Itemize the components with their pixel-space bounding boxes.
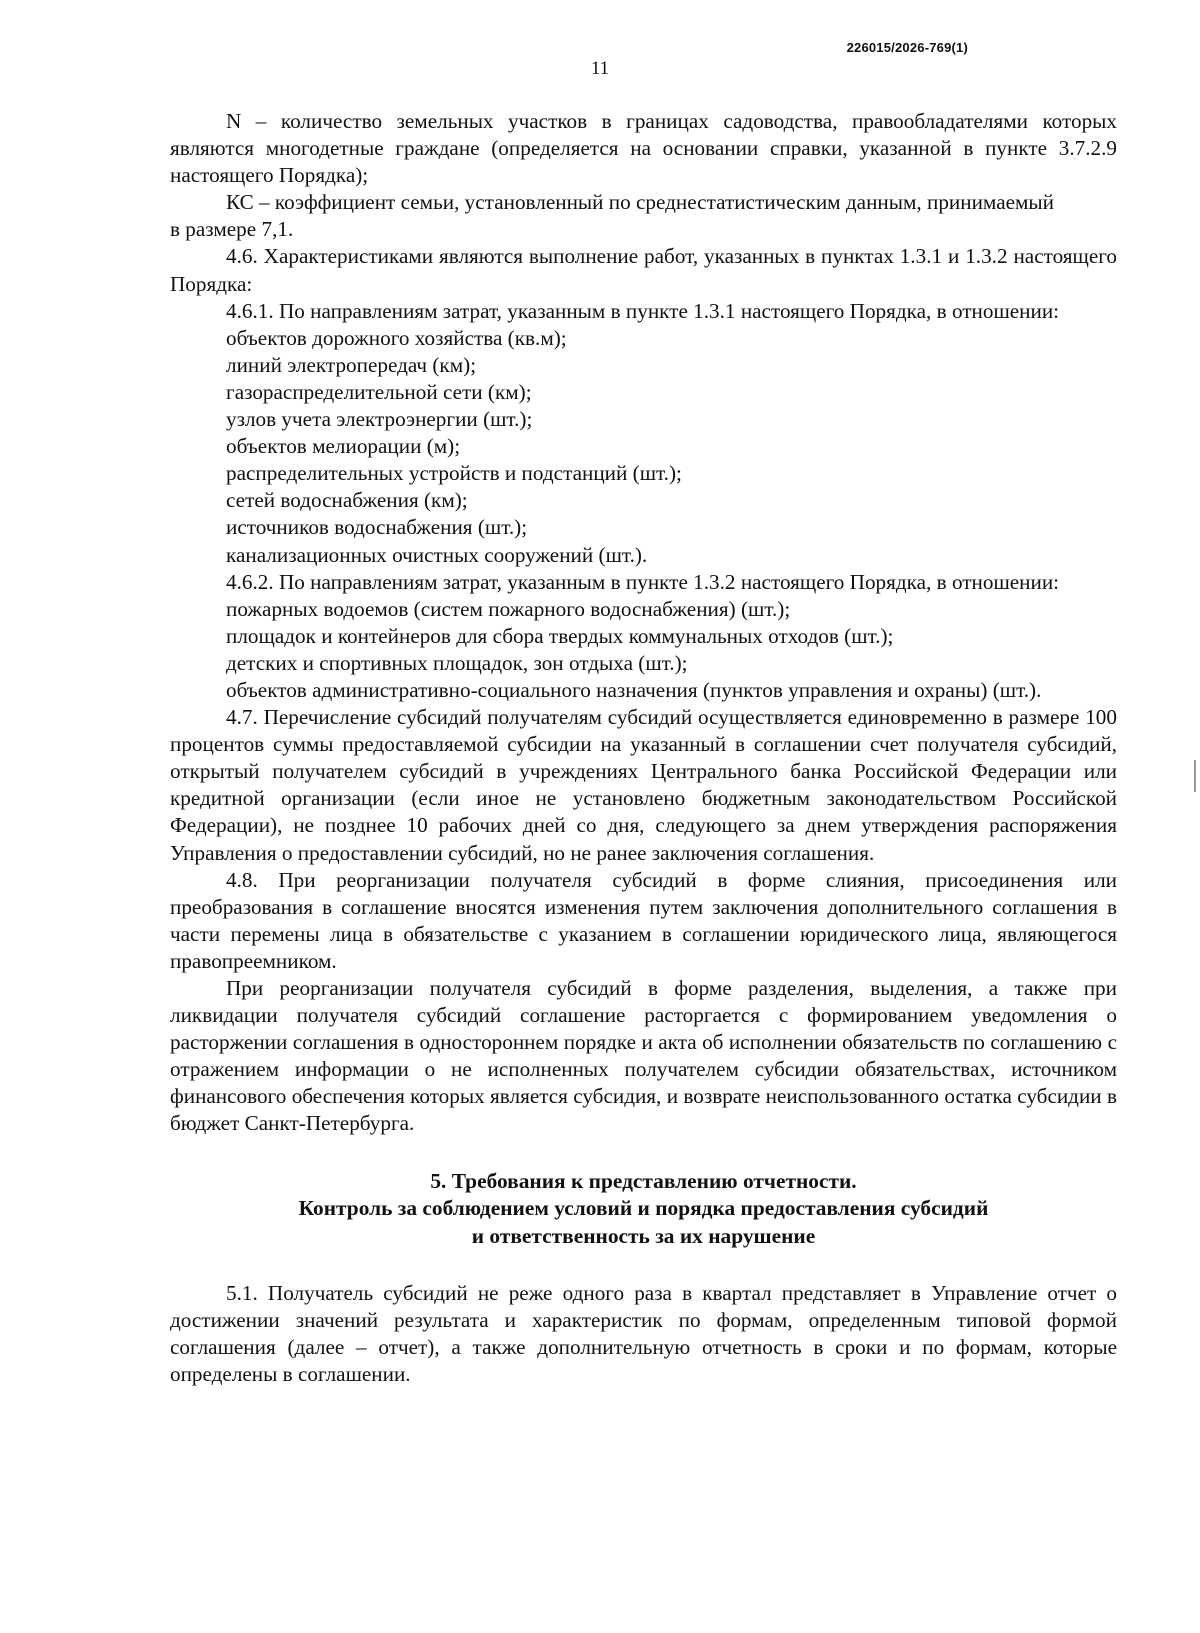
paragraph-continuation: в размере 7,1.: [170, 217, 294, 242]
list-item: объектов мелиорации (м);: [226, 434, 461, 459]
paragraph: 4.7. Перечисление субсидий получателям субсидий осуществляется единовременно в размере 100 процентов суммы предоставляемой субсидии на указанный в соглашении счет получателя субсидий, открытый получателем субсидий в учреждениях Центрального банка Российской Федерации или кредитной организации (если иное не установлено бюджетным законодательством Российской Федерации), не позднее 10 рабочих дней со дня, следующего за днем утверждения распоряжения Управления о предоставлении субсидий, но не ранее заключения соглашения.: [170, 705, 1117, 865]
body-paragraphs: [170, 108, 1117, 1138]
list-item: узлов учета электроэнергии (шт.);: [226, 407, 533, 432]
list-item: линий электропередач (км);: [226, 352, 477, 377]
list-item: пожарных водоемов (систем пожарного водоснабжения) (шт.);: [226, 596, 791, 621]
paragraph: КС – коэффициент семьи, установленный по среднестатистическим данным, принимаемый: [226, 190, 1054, 215]
paragraph: 4.8. При реорганизации получателя субсидий в форме слияния, присоединения или преобразования в соглашение вносятся изменения путем заключения дополнительного соглашения в части перемены лица в обязательстве с указанием в соглашении юридического лица, являющегося правопреемником.: [170, 867, 1117, 973]
list-item: источников водоснабжения (шт.);: [226, 515, 528, 540]
paragraph: N – количество земельных участков в границах садоводства, правообладателями которых являются многодетные граждане (определяется на основании справки, указанной в пункте 3.7.2.9 настоящего Порядка);: [170, 109, 1117, 188]
document-body: [170, 108, 1117, 1388]
section-heading-line-2: Контроль за соблюдением условий и порядка предоставления субсидий: [298, 1196, 989, 1221]
list-item: объектов дорожного хозяйства (кв.м);: [226, 325, 567, 350]
list-item: сетей водоснабжения (км);: [226, 488, 468, 513]
spacer: [170, 1138, 1117, 1168]
spacer: [170, 1250, 1117, 1280]
paragraph: 4.6.2. По направлениям затрат, указанным в пункте 1.3.2 настоящего Порядка, в отношении:: [226, 569, 1060, 594]
list-item: распределительных устройств и подстанций (шт.);: [226, 461, 682, 486]
paragraph: 4.6.1. По направлениям затрат, указанным в пункте 1.3.1 настоящего Порядка, в отношении:: [226, 298, 1060, 323]
paragraph: 4.6. Характеристиками являются выполнение работ, указанных в пунктах 1.3.1 и 1.3.2 настоящего Порядка:: [170, 244, 1117, 296]
list-item: канализационных очистных сооружений (шт.).: [226, 542, 648, 567]
scan-edge-mark: [1194, 760, 1196, 792]
document-registration-number: 226015/2026-769(1): [846, 40, 968, 55]
section-heading-line-3: и ответственность за их нарушение: [471, 1223, 816, 1248]
list-item: детских и спортивных площадок, зон отдыха (шт.);: [226, 650, 688, 675]
list-item: площадок и контейнеров для сбора твердых коммунальных отходов (шт.);: [226, 623, 894, 648]
list-item: газораспределительной сети (км);: [226, 379, 532, 404]
paragraph-5-1: 5.1. Получатель субсидий не реже одного раза в квартал представляет в Управление отчет о достижении значений результата и характеристик по формам, определенным типовой формой соглашения (далее – отчет), а также дополнительную отчетность в сроки и по формам, которые определены в соглашении.: [170, 1281, 1117, 1387]
paragraph: объектов административно-социального назначения (пунктов управления и охраны) (шт.).: [226, 677, 1042, 702]
page-number: 11: [590, 58, 610, 79]
paragraph: При реорганизации получателя субсидий в форме разделения, выделения, а также при ликвидации получателя субсидий соглашение расторгается с формированием уведомления о расторжении соглашения в одностороннем порядке и акта об исполнении обязательств по соглашению с отражением информации о не исполненных получателем субсидии обязательствах, источником финансового обеспечения которых является субсидия, и возврате неиспользованного остатка субсидии в бюджет Санкт-Петербурга.: [170, 976, 1117, 1136]
section-heading-line-1: 5. Требования к представлению отчетности.: [430, 1168, 857, 1193]
